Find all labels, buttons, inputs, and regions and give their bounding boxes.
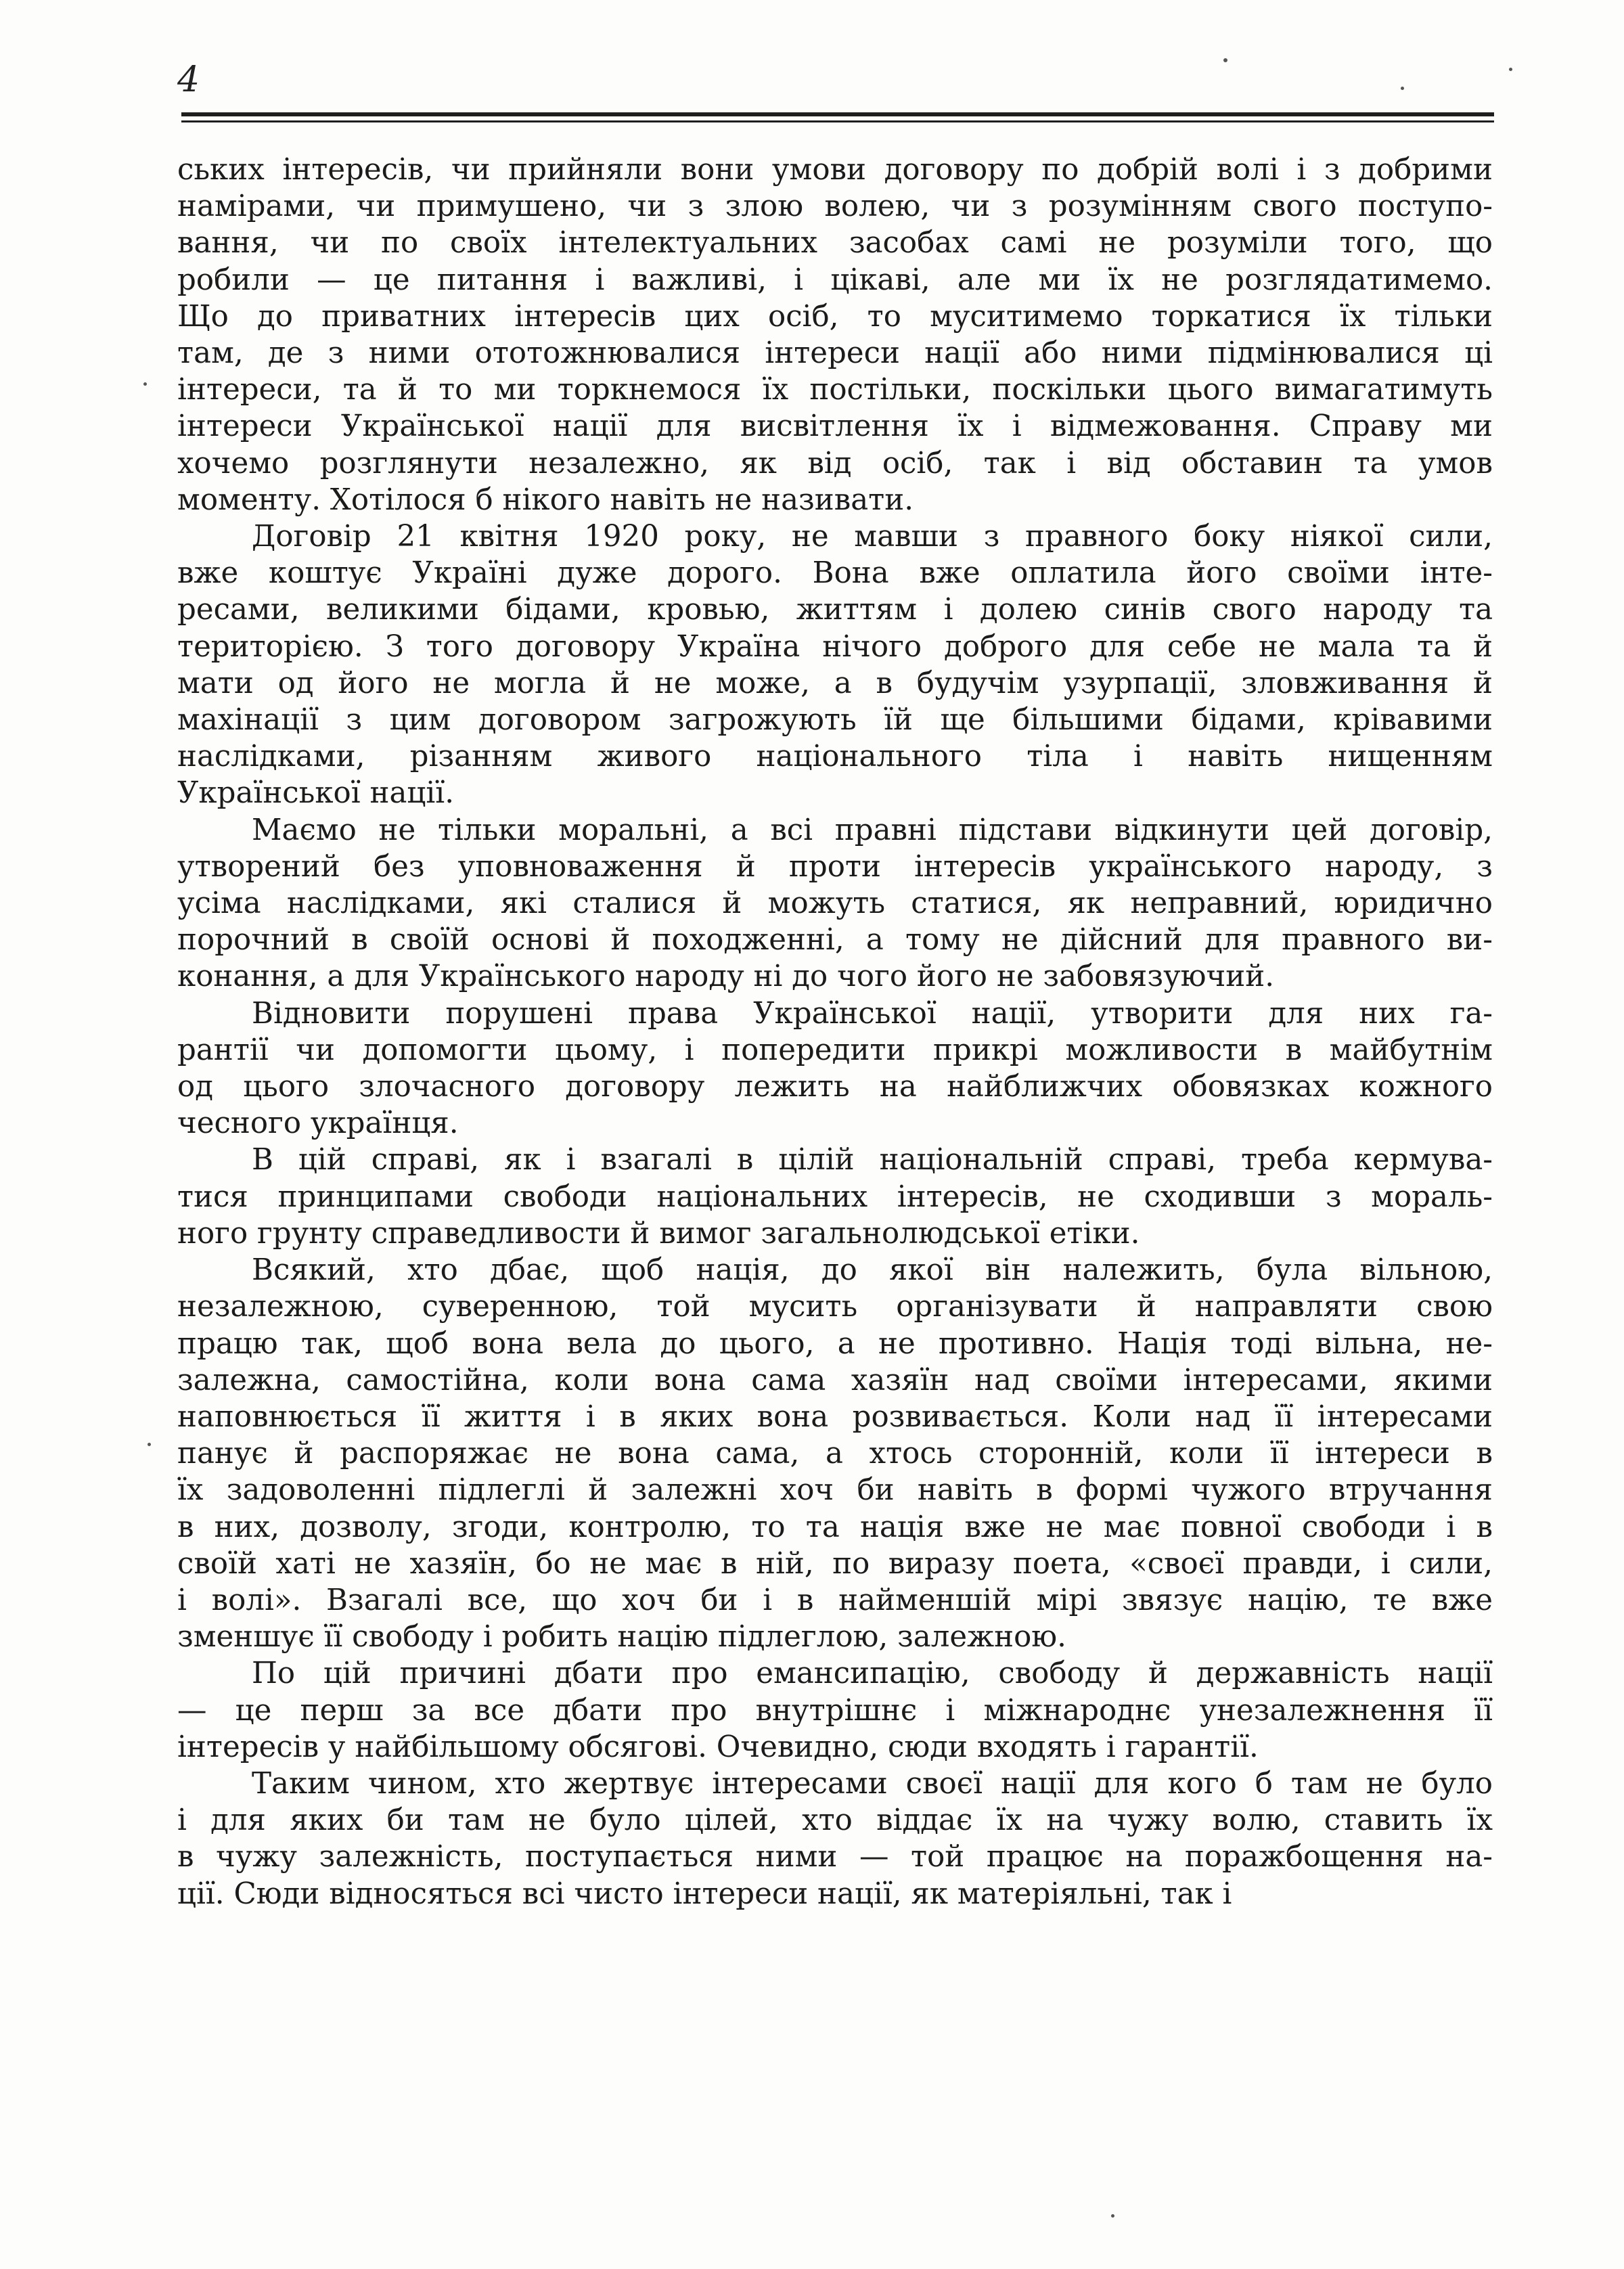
text-line: залежна, самостійна, коли вона сама хазяїн над своїми інтересами, якими	[177, 1363, 1493, 1397]
text-line: там, де з ними ототожнювалися інтереси нації або ними підмінювалися ці	[177, 336, 1493, 371]
text-line: незалежною, суверенною, той мусить організувати й направляти свою	[177, 1290, 1493, 1324]
page-number: 4	[177, 60, 200, 100]
text-line: од цього злочасного договору лежить на найближчих обовязках кожного	[177, 1070, 1493, 1104]
text-line: намірами, чи примушено, чи з злою волею, чи з розумінням свого поступо-	[177, 189, 1493, 224]
text-line: Договір 21 квітня 1920 року, не мавши з правного боку ніякої сили,	[252, 520, 1493, 554]
paragraph	[177, 152, 1493, 518]
text-line: Всякий, хто дбає, щоб нація, до якої він належить, була вільною,	[252, 1253, 1493, 1288]
text-line: ресами, великими бідами, кровью, життям і долею синів свого народу та	[177, 593, 1493, 627]
text-line: в них, дозволу, згоди, контролю, то та нація вже не має повної свободи і в	[177, 1510, 1493, 1544]
text-line: порочний в своїй основі й походженні, а тому не дійсний для правного ви-	[177, 923, 1493, 958]
scan-speck	[1111, 2214, 1114, 2218]
text-line: тися принципами свободи національних інтересів, не сходивши з мораль-	[177, 1180, 1493, 1214]
header-rule-thin	[181, 120, 1494, 122]
scan-speck	[1401, 87, 1404, 90]
body-text	[177, 152, 1493, 1912]
scan-speck	[148, 1443, 151, 1446]
paragraph	[177, 1766, 1493, 1912]
text-line: конання, а для Українського народу ні до чого його не забовязуючий.	[177, 960, 1275, 994]
text-line: працю так, щоб вона вела до цього, а не противно. Нація тоді вільна, не-	[177, 1326, 1493, 1361]
text-line: інтересів у найбільшому обсягові. Очевидно, сюди входять і гарантії.	[177, 1730, 1259, 1764]
text-line: ного грунту справедливости й вимог загальнолюдської етіки.	[177, 1216, 1140, 1251]
scan-speck	[1223, 58, 1227, 62]
text-line: По цій причині дбати про емансипацію, свободу й державність нації	[252, 1657, 1493, 1691]
scan-speck	[1509, 68, 1512, 71]
text-line: своїй хаті не хазяїн, бо не має в ній, по виразу поета, «своєї правди, і сили,	[177, 1546, 1493, 1581]
text-line: робили — це питання і важливі, і цікаві, але ми їх не розглядатимемо.	[177, 263, 1493, 297]
text-line: і волі». Взагалі все, що хоч би і в найменшій мірі звязує націю, те вже	[177, 1583, 1493, 1617]
text-line: ських інтересів, чи прийняли вони умови договору по добрій волі і з добрими	[177, 153, 1493, 187]
text-line: Таким чином, хто жертвує інтересами своєї нації для кого б там не було	[252, 1766, 1493, 1801]
text-line: Маємо не тільки моральні, а всі правні підстави відкинути цей договір,	[252, 813, 1493, 847]
text-line: Що до приватних інтересів цих осіб, то муситимемо торкатися їх тільки	[177, 299, 1493, 334]
text-line: наповнюється її життя і в яких вона розвивається. Коли над її інтересами	[177, 1399, 1493, 1434]
paragraph	[177, 995, 1493, 1142]
scan-speck	[143, 382, 147, 386]
text-line: мати од його не могла й не може, а в будучім узурпації, зловживання й	[177, 666, 1493, 700]
text-line: зменшує її свободу і робить націю підлеглою, залежною.	[177, 1620, 1066, 1655]
paragraph	[177, 1252, 1493, 1655]
text-line: інтереси Української нації для висвітлення їх і відмежовання. Справу ми	[177, 409, 1493, 444]
paragraph	[177, 518, 1493, 812]
text-line: інтереси, та й то ми торкнемося їх постільки, поскільки цього вимагатимуть	[177, 373, 1493, 407]
paragraph	[177, 1655, 1493, 1766]
text-line: і для яких би там не було цілей, хто віддає їх на чужу волю, ставить їх	[177, 1803, 1493, 1838]
text-line: вже коштує Україні дуже дорого. Вона вже оплатила його своїми інте-	[177, 556, 1493, 591]
text-line: чесного українця.	[177, 1106, 459, 1141]
text-line: вання, чи по своїх інтелектуальних засобах самі не розуміли того, що	[177, 226, 1493, 261]
text-line: утворений без уповноваження й проти інтересів українського народу, з	[177, 849, 1493, 884]
text-line: ції. Сюди відносяться всі чисто інтереси нації, як матеріяльні, так і	[177, 1877, 1232, 1911]
text-line: — це перш за все дбати про внутрішнє і міжнароднє унезалежнення її	[177, 1693, 1493, 1728]
text-line: моменту. Хотілося б нікого навіть не називати.	[177, 482, 914, 517]
text-line: рантії чи допомогти цьому, і попередити прикрі можливости в майбутнім	[177, 1033, 1493, 1067]
text-line: махінації з цим договором загрожують їй ще більшими бідами, крівавими	[177, 703, 1493, 738]
paragraph	[177, 812, 1493, 995]
text-line: усіма наслідками, які сталися й можуть статися, як неправний, юридично	[177, 886, 1493, 921]
text-line: Відновити порушені права Української нації, утворити для них га-	[252, 996, 1493, 1031]
text-line: їх задоволенні підлеглі й залежні хоч би навіть в формі чужого втручання	[177, 1473, 1493, 1508]
text-line: В цій справі, як і взагалі в цілій національній справі, треба кермува-	[252, 1143, 1493, 1177]
header-rule-thick	[181, 112, 1494, 116]
text-line: хочемо розглянути незалежно, як від осіб, так і від обставин та умов	[177, 446, 1493, 480]
text-line: в чужу залежність, поступається ними — той працює на поражбощення на-	[177, 1840, 1493, 1874]
text-line: Української нації.	[177, 776, 455, 811]
paragraph	[177, 1142, 1493, 1252]
text-line: панує й распоряжає не вона сама, а хтось сторонній, коли її інтереси в	[177, 1437, 1493, 1471]
text-line: наслідками, різанням живого національного тіла і навіть нищенням	[177, 740, 1493, 774]
text-line: територією. З того договору Україна нічого доброго для себе не мала та й	[177, 629, 1493, 664]
